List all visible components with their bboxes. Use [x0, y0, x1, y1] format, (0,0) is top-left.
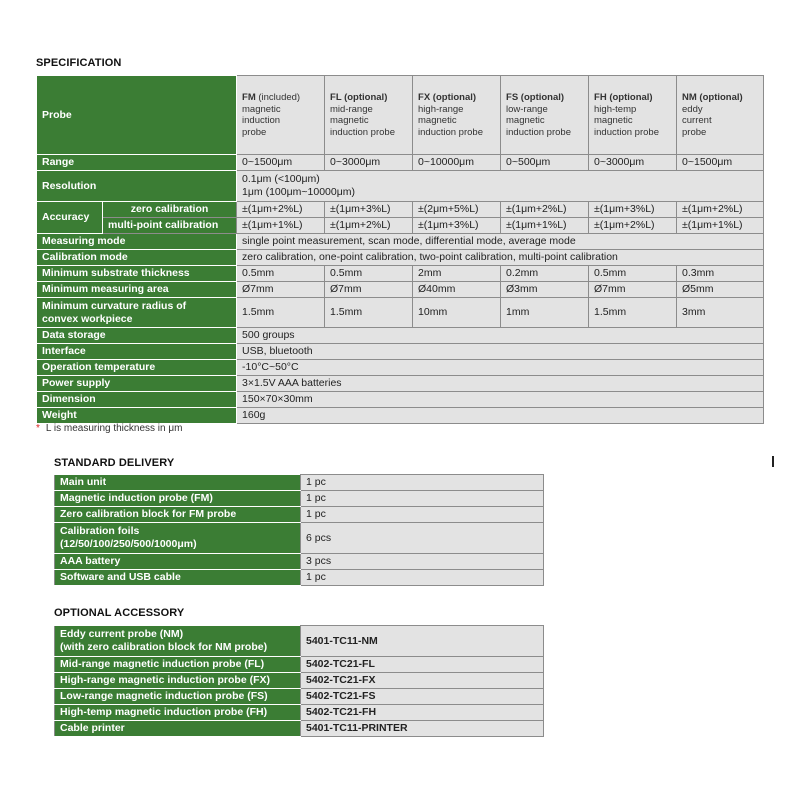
- accessory-item: High-temp magnetic induction probe (FH): [55, 705, 301, 721]
- interface-row: [37, 344, 764, 360]
- zero-calibration-label: zero calibration: [103, 202, 237, 218]
- range-value: 0~10000μm: [413, 155, 501, 171]
- delivery-qty: 1 pc: [301, 570, 544, 586]
- table-row: [55, 626, 544, 657]
- min-substrate-label: Minimum substrate thickness: [37, 266, 237, 282]
- delivery-qty: 1 pc: [301, 507, 544, 523]
- delivery-item: Main unit: [55, 475, 301, 491]
- accessory-item: Mid-range magnetic induction probe (FL): [55, 657, 301, 673]
- range-label: Range: [37, 155, 237, 171]
- range-value: 0~500μm: [501, 155, 589, 171]
- min-area-label: Minimum measuring area: [37, 282, 237, 298]
- accuracy-value: ±(1μm+2%L): [677, 202, 764, 218]
- probe-label: Probe: [37, 76, 237, 155]
- table-row: [55, 721, 544, 737]
- table-row: [55, 475, 544, 491]
- standard-delivery-title: STANDARD DELIVERY: [54, 457, 175, 469]
- min-curvature-value: 1.5mm: [589, 298, 677, 328]
- min-substrate-value: 0.3mm: [677, 266, 764, 282]
- min-substrate-value: 0.5mm: [325, 266, 413, 282]
- min-curvature-value: 1mm: [501, 298, 589, 328]
- standard-delivery-table: [54, 474, 544, 586]
- table-row: [55, 491, 544, 507]
- footnote-text: L is measuring thickness in μm: [45, 423, 183, 434]
- weight-value: 160g: [237, 408, 764, 424]
- min-substrate-value: 2mm: [413, 266, 501, 282]
- probe-header-nm: NM (optional) eddy current probe: [677, 76, 764, 155]
- range-value: 0~1500μm: [237, 155, 325, 171]
- accessory-item: Eddy current probe (NM) (with zero calibration block for NM probe): [55, 626, 301, 657]
- dimension-label: Dimension: [37, 392, 237, 408]
- footnote-star: *: [36, 423, 40, 434]
- probe-header-fm: FM (included) magnetic induction probe: [237, 76, 325, 155]
- accessory-code: 5401-TC11-NM: [301, 626, 544, 657]
- table-row: [55, 705, 544, 721]
- dimension-row: [37, 392, 764, 408]
- delivery-qty: 1 pc: [301, 491, 544, 507]
- delivery-item: Calibration foils (12/50/100/250/500/1000μm): [55, 523, 301, 554]
- delivery-item: Zero calibration block for FM probe: [55, 507, 301, 523]
- delivery-item: Software and USB cable: [55, 570, 301, 586]
- operation-temp-value: -10°C~50°C: [237, 360, 764, 376]
- dimension-value: 150×70×30mm: [237, 392, 764, 408]
- range-value: 0~3000μm: [589, 155, 677, 171]
- accuracy-value: ±(1μm+2%L): [589, 218, 677, 234]
- delivery-item: AAA battery: [55, 554, 301, 570]
- accuracy-value: ±(1μm+3%L): [589, 202, 677, 218]
- calibration-mode-value: zero calibration, one-point calibration, two-point calibration, multi-point calibration: [237, 250, 764, 266]
- min-curvature-value: 10mm: [413, 298, 501, 328]
- min-curvature-value: 1.5mm: [237, 298, 325, 328]
- optional-accessory-title: OPTIONAL ACCESSORY: [54, 607, 185, 619]
- weight-label: Weight: [37, 408, 237, 424]
- probe-header-fx: FX (optional) high-range magnetic induction probe: [413, 76, 501, 155]
- footnote: [36, 423, 182, 434]
- interface-value: USB, bluetooth: [237, 344, 764, 360]
- table-row: [55, 570, 544, 586]
- table-row: [55, 689, 544, 705]
- accuracy-value: ±(1μm+1%L): [677, 218, 764, 234]
- accuracy-value: ±(1μm+3%L): [325, 202, 413, 218]
- data-storage-row: [37, 328, 764, 344]
- accessory-item: High-range magnetic induction probe (FX): [55, 673, 301, 689]
- measuring-mode-row: [37, 234, 764, 250]
- min-area-value: Ø7mm: [325, 282, 413, 298]
- accessory-item: Cable printer: [55, 721, 301, 737]
- optional-accessory-table: [54, 625, 544, 737]
- accuracy-value: ±(1μm+1%L): [501, 218, 589, 234]
- accuracy-multi-row: [37, 218, 764, 234]
- table-row: [55, 507, 544, 523]
- power-supply-row: [37, 376, 764, 392]
- probe-header-fl: FL (optional) mid-range magnetic induction probe: [325, 76, 413, 155]
- weight-row: [37, 408, 764, 424]
- min-curvature-value: 3mm: [677, 298, 764, 328]
- power-supply-label: Power supply: [37, 376, 237, 392]
- min-area-row: [37, 282, 764, 298]
- probe-header-fs: FS (optional) low-range magnetic induction probe: [501, 76, 589, 155]
- accessory-code: 5402-TC21-FL: [301, 657, 544, 673]
- measuring-mode-label: Measuring mode: [37, 234, 237, 250]
- interface-label: Interface: [37, 344, 237, 360]
- power-supply-value: 3×1.5V AAA batteries: [237, 376, 764, 392]
- probe-header-fh: FH (optional) high-temp magnetic induction probe: [589, 76, 677, 155]
- delivery-qty: 6 pcs: [301, 523, 544, 554]
- table-row: [55, 554, 544, 570]
- calibration-mode-row: [37, 250, 764, 266]
- min-curvature-value: 1.5mm: [325, 298, 413, 328]
- operation-temp-label: Operation temperature: [37, 360, 237, 376]
- accuracy-value: ±(1μm+3%L): [413, 218, 501, 234]
- specification-table: [36, 75, 764, 424]
- range-value: 0~1500μm: [677, 155, 764, 171]
- min-area-value: Ø40mm: [413, 282, 501, 298]
- measuring-mode-value: single point measurement, scan mode, differential mode, average mode: [237, 234, 764, 250]
- min-substrate-row: [37, 266, 764, 282]
- data-storage-label: Data storage: [37, 328, 237, 344]
- accessory-item: Low-range magnetic induction probe (FS): [55, 689, 301, 705]
- min-curvature-row: [37, 298, 764, 328]
- accuracy-zero-row: [37, 202, 764, 218]
- accessory-code: 5402-TC21-FS: [301, 689, 544, 705]
- min-substrate-value: 0.5mm: [237, 266, 325, 282]
- range-row: [37, 155, 764, 171]
- accuracy-value: ±(1μm+1%L): [237, 218, 325, 234]
- table-row: [55, 657, 544, 673]
- min-area-value: Ø5mm: [677, 282, 764, 298]
- accuracy-value: ±(2μm+5%L): [413, 202, 501, 218]
- calibration-mode-label: Calibration mode: [37, 250, 237, 266]
- min-area-value: Ø7mm: [237, 282, 325, 298]
- operation-temp-row: [37, 360, 764, 376]
- min-substrate-value: 0.5mm: [589, 266, 677, 282]
- accuracy-value: ±(1μm+2%L): [325, 218, 413, 234]
- accessory-code: 5402-TC21-FX: [301, 673, 544, 689]
- multi-point-calibration-label: multi-point calibration: [103, 218, 237, 234]
- resolution-label: Resolution: [37, 171, 237, 202]
- accuracy-label: Accuracy: [37, 202, 103, 234]
- probe-header-row: [37, 76, 764, 155]
- text-cursor-mark: [772, 456, 774, 467]
- accessory-code: 5401-TC11-PRINTER: [301, 721, 544, 737]
- data-storage-value: 500 groups: [237, 328, 764, 344]
- resolution-row: [37, 171, 764, 202]
- table-row: [55, 523, 544, 554]
- accuracy-value: ±(1μm+2%L): [237, 202, 325, 218]
- table-row: [55, 673, 544, 689]
- min-area-value: Ø7mm: [589, 282, 677, 298]
- min-curvature-label: Minimum curvature radius of convex workpiece: [37, 298, 237, 328]
- accessory-code: 5402-TC21-FH: [301, 705, 544, 721]
- min-area-value: Ø3mm: [501, 282, 589, 298]
- delivery-qty: 1 pc: [301, 475, 544, 491]
- accuracy-value: ±(1μm+2%L): [501, 202, 589, 218]
- min-substrate-value: 0.2mm: [501, 266, 589, 282]
- delivery-item: Magnetic induction probe (FM): [55, 491, 301, 507]
- specification-title: SPECIFICATION: [36, 57, 122, 69]
- resolution-value: 0.1μm (<100μm) 1μm (100μm~10000μm): [237, 171, 764, 202]
- range-value: 0~3000μm: [325, 155, 413, 171]
- delivery-qty: 3 pcs: [301, 554, 544, 570]
